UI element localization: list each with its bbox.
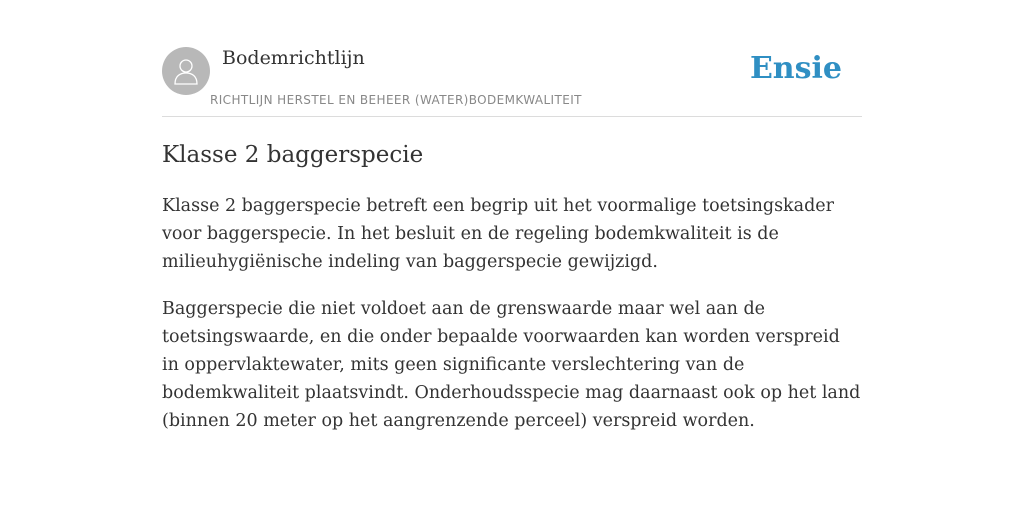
article-paragraph: Baggerspecie die niet voldoet aan de grenswaarde maar wel aan de toetsingswaarde, en die onder bepaalde voorwaarden kan worden verspreid in oppervlaktewater, mits geen significante verslechtering van de bodemkwaliteit plaatsvindt. Onderhoudsspecie mag daarnaast ook op het land (binnen 20 meter op het aangrenzende perceel) verspreid worden. (162, 299, 861, 431)
user-icon (173, 56, 199, 86)
article-body (162, 192, 862, 454)
page-header (162, 46, 862, 117)
article-paragraph: Klasse 2 baggerspecie betreft een begrip uit het voormalige toetsingskader voor baggerspecie. In het besluit en de regeling bodemkwaliteit is de milieuhygiënische indeling van baggerspecie gewijzigd. (162, 196, 835, 272)
site-subtitle: RICHTLIJN HERSTEL EN BEHEER (WATER)BODEMKWALITEIT (210, 93, 582, 107)
brand-logo[interactable]: Ensie (749, 51, 842, 86)
page-title: Klasse 2 baggerspecie (162, 142, 424, 168)
avatar[interactable] (162, 47, 210, 95)
site-name[interactable]: Bodemrichtlijn (222, 47, 365, 69)
